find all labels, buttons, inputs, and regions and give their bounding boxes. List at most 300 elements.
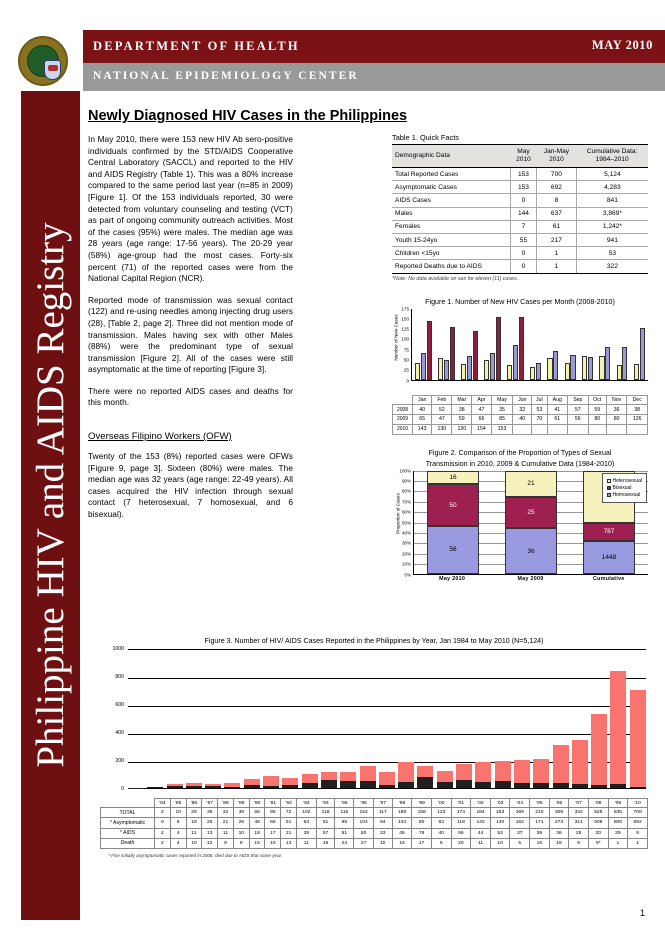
paragraph-2: Reported mode of transmission was sexual contact (122) and re-using needles among injecting drug users (28), [Table 2, page 2]. Three did not mention mode of transmission. Males having sex with other Males (88%) were the predominant type of sexual transmission [Figure 2]. All of the cases were still asymptomatic at the time of reporting [Figure 3]. <box>88 294 293 375</box>
table-cell: 61 <box>316 818 335 828</box>
bar-segment-aids <box>630 787 646 788</box>
table-cell: 140 <box>490 818 510 828</box>
table-cell: 154 <box>354 808 374 818</box>
bar <box>519 317 524 379</box>
table-cell: 117 <box>373 808 392 818</box>
table-cell: 171 <box>530 818 550 828</box>
axis-tick: 70% <box>401 499 411 505</box>
axis-tick: 90% <box>401 478 411 484</box>
bar <box>570 355 575 380</box>
bar <box>450 327 455 380</box>
axis-tick: 200 <box>115 758 124 764</box>
table-cell: 189 <box>392 808 412 818</box>
table-cell: 8 <box>537 194 577 207</box>
table-cell: 39 <box>530 828 550 838</box>
stacked-bar <box>427 471 479 574</box>
bar <box>565 363 570 380</box>
table-cell: 47 <box>472 405 491 415</box>
stacked-bar <box>553 745 569 788</box>
paragraph-1: In May 2010, there were 153 new HIV Ab sero-positive individuals confirmed by the STD/AIDS Cooperative Central Laboratory (SACCL) and reported to the HIV and AIDS Registry (Table 1). This was a 80% increase compared to the same period last year (n=85 in 2009) [Figure 1]. Of the 153 individuals reported, 30 were detected from voluntary counseling and testing (VCT) as part of ongoing community outreach activities. Most of the cases (95%) were males. The median age was 28 years (age range: 17-56 years). The 20-29 year (58%) age-group had the most cases. Forty-six percent (71) of the reported cases were from the National Capital Region (NCR). <box>88 134 293 284</box>
bar <box>640 328 645 379</box>
table-cell <box>547 424 568 434</box>
table-cell: 1,242* <box>576 220 648 233</box>
table-cell: 66 <box>472 415 491 425</box>
table-cell: 20 <box>588 828 608 838</box>
year-header: '10 <box>628 799 648 808</box>
bar-group <box>599 309 610 380</box>
figure1-table-row <box>393 405 648 415</box>
table-cell: 941 <box>576 233 648 246</box>
bar-group <box>438 309 455 380</box>
table-cell: 47 <box>432 415 452 425</box>
figure1-ylabel: Number of New Cases <box>393 313 399 361</box>
figure3-caption: Figure 3. Number of HIV/ AIDS Cases Reported in the Philippines by Year, Jan 1984 to May 2010 (N=5,124) <box>204 637 544 645</box>
bar <box>588 357 593 380</box>
table-row-label: Asymptomatic Cases <box>392 181 510 194</box>
axis-tick: 30% <box>401 540 411 546</box>
table-cell: 102 <box>297 808 317 818</box>
bar <box>490 353 495 380</box>
stacked-bar <box>321 772 337 789</box>
stacked-bar <box>437 771 453 788</box>
table-cell: 118 <box>316 808 335 818</box>
table-cell: 51 <box>281 818 297 828</box>
table-cell: 104 <box>354 818 374 828</box>
stacked-bar <box>167 784 183 788</box>
bar-group <box>582 309 593 380</box>
axis-tick: 25 <box>403 367 409 373</box>
year-header: '98 <box>392 799 412 808</box>
bar-segment-aids <box>591 785 607 788</box>
bar-group <box>617 309 628 380</box>
table-cell: 65 <box>335 818 354 828</box>
table-cell: 143 <box>413 424 432 434</box>
table-cell: 174 <box>451 808 471 818</box>
table-cell: 153 <box>510 181 536 194</box>
table-cell: 23 <box>373 828 392 838</box>
figure3-table-row <box>101 838 648 848</box>
bar-segment-asymptomatic <box>591 714 607 785</box>
bar-segment-aids <box>398 782 414 788</box>
month-header: Apr <box>472 395 491 405</box>
table-cell: 57 <box>568 405 589 415</box>
year-header: '05 <box>530 799 550 808</box>
bar <box>415 363 420 379</box>
bar <box>484 360 489 379</box>
bar-segment-aids <box>533 783 549 788</box>
table-cell: 1 <box>537 247 577 260</box>
legend-item <box>607 478 642 484</box>
table1-col-header: May 2010 <box>510 145 536 168</box>
bar-segment-asymptomatic <box>610 671 626 784</box>
table-cell: 61 <box>537 220 577 233</box>
bar-segment-aids <box>263 786 279 788</box>
table-cell: 273 <box>549 818 569 828</box>
table-cell: 37 <box>510 828 530 838</box>
gridline <box>128 734 646 735</box>
table-cell: 5 <box>510 838 530 848</box>
bar <box>547 358 552 380</box>
axis-tick: 100 <box>401 336 409 342</box>
figure1-data-table <box>392 395 648 435</box>
bar-segment-asymptomatic <box>456 764 472 781</box>
stacked-bar <box>205 784 221 788</box>
table-cell: 15 <box>249 838 265 848</box>
stacked-bar <box>630 690 646 788</box>
bar <box>530 367 535 380</box>
page-title: Newly Diagnosed HIV Cases in the Philippines <box>88 108 408 124</box>
table-cell: 16 <box>530 838 550 848</box>
table-cell: 36 <box>549 828 569 838</box>
stacked-bar <box>514 760 530 788</box>
figure3-y-axis <box>100 646 126 792</box>
table-cell: 64 <box>297 818 317 828</box>
axis-tick: 60% <box>401 509 411 515</box>
year-header: '07 <box>569 799 589 808</box>
bar-segment-aids <box>167 786 183 788</box>
figure-2 <box>392 449 648 593</box>
table-cell: 508 <box>588 818 608 828</box>
table-cell: 0 <box>155 818 171 828</box>
table-cell: 56 <box>568 415 589 425</box>
bar <box>622 347 627 379</box>
bar-segment-asymptomatic <box>495 761 511 781</box>
stacked-bar <box>244 779 260 788</box>
axis-tick: 75 <box>403 347 409 353</box>
bar <box>473 331 478 380</box>
bar-segment-aids <box>417 777 433 788</box>
bar-segment-aids <box>302 783 318 788</box>
table-cell: 11 <box>218 828 234 838</box>
bar-segment-asymptomatic <box>630 690 646 787</box>
bar-segment-asymptomatic <box>398 762 414 782</box>
table-cell: 11 <box>297 838 317 848</box>
axis-tick: 0 <box>121 786 124 792</box>
gridline <box>128 678 646 679</box>
bar-segment-aids <box>456 780 472 788</box>
table-cell: 78 <box>412 828 432 838</box>
table-header-row <box>392 145 648 168</box>
table-cell: 20 <box>451 838 471 848</box>
table-cell: 3,869* <box>576 207 648 220</box>
table-cell: 68 <box>265 818 281 828</box>
axis-tick: 150 <box>401 316 409 322</box>
table-cell: 53 <box>532 405 547 415</box>
table-row-label: Total Reported Cases <box>392 168 510 181</box>
table-cell: 4,283 <box>576 181 648 194</box>
bar-segment-asymptomatic <box>379 772 395 785</box>
table-cell: 12 <box>202 838 218 848</box>
table-cell: 10 <box>373 838 392 848</box>
table-cell: 24 <box>335 838 354 848</box>
side-banner <box>21 91 80 920</box>
bar-segment: 36 <box>505 528 557 573</box>
table-cell: 8 <box>569 838 589 848</box>
table-cell: 38 <box>627 405 648 415</box>
table-cell: 6 <box>170 818 186 828</box>
bar-segment: 16 <box>427 471 479 485</box>
table-cell: 9 <box>218 838 234 848</box>
bar-segment: 25 <box>505 497 557 528</box>
year-header: '92 <box>281 799 297 808</box>
table-cell: 38 <box>202 808 218 818</box>
table-cell: 25 <box>202 818 218 828</box>
bar-segment-asymptomatic <box>263 776 279 786</box>
table-cell: 19 <box>316 838 335 848</box>
bar-segment-asymptomatic <box>321 772 337 781</box>
axis-tick: 125 <box>401 326 409 332</box>
month-header: Jan <box>413 395 432 405</box>
bar-segment-aids <box>224 787 240 788</box>
table-cell: 44 <box>471 828 491 838</box>
table-cell <box>606 424 627 434</box>
axis-tick: 1000 <box>112 646 124 652</box>
stacked-bar <box>379 772 395 788</box>
month-header: Dec <box>627 395 648 405</box>
paragraph-4: Twenty of the 153 (8%) reported cases were OFWs [Figure 9, page 3]. Sixteen (80%) were males. The median age was 32 years (age range: 22-49 years). All cases acquired the HIV infection through sexual contact (7 heterosexual, 7 homosexual, and 6 bisexual). <box>88 451 293 520</box>
month-header: Feb <box>432 395 452 405</box>
month-header: Nov <box>606 395 627 405</box>
table-cell: 38 <box>297 828 317 838</box>
axis-tick: 10% <box>401 561 411 567</box>
bar-group <box>461 309 478 380</box>
table-cell: 130 <box>432 424 452 434</box>
table-row-label: Reported Deaths due to AIDS <box>392 260 510 273</box>
legend-item <box>607 485 642 491</box>
bar <box>513 345 518 379</box>
figure3-data-table <box>100 798 648 849</box>
category-label: May 2009 <box>517 575 544 582</box>
table-row-label: Males <box>392 207 510 220</box>
table-cell: 18 <box>249 828 265 838</box>
figure2-y-axis <box>392 468 412 578</box>
year-header: '85 <box>170 799 186 808</box>
table-cell: 217 <box>537 233 577 246</box>
bar-group <box>507 309 524 380</box>
bar-group <box>415 309 432 380</box>
page-header <box>0 0 665 100</box>
table-cell: 13 <box>202 828 218 838</box>
bar <box>444 360 449 379</box>
table-cell: 48 <box>249 818 265 828</box>
bar-segment-aids <box>610 784 626 788</box>
bar-group <box>484 309 501 380</box>
table-cell: 21 <box>218 818 234 828</box>
center-title: NATIONAL EPIDEMIOLOGY CENTER <box>93 70 359 82</box>
table1-caption: Table 1. Quick Facts <box>392 133 459 142</box>
year-header: '94 <box>316 799 335 808</box>
table-cell: 144 <box>510 207 536 220</box>
bar-segment-aids <box>360 781 376 788</box>
figure3-table-row <box>101 818 648 828</box>
table-cell: 692 <box>628 818 648 828</box>
figure3-note: * Five initially asymptomatic cases reported in 2008, died due to AIDS that same year. <box>108 852 283 858</box>
year-header: '99 <box>412 799 432 808</box>
table-cell: 4 <box>170 838 186 848</box>
table-cell: 94 <box>373 818 392 828</box>
stacked-bar <box>505 471 557 574</box>
axis-tick: 175 <box>401 306 409 311</box>
table-cell: 637 <box>537 207 577 220</box>
table-cell: 2 <box>155 838 171 848</box>
bar-segment-asymptomatic <box>417 766 433 777</box>
year-header: '87 <box>202 799 218 808</box>
table-cell: 53 <box>576 247 648 260</box>
table1-col-header: Cumulative Data: 1984–2010 <box>576 145 648 168</box>
bar-segment-aids <box>340 781 356 788</box>
year-header: '90 <box>249 799 265 808</box>
bar <box>421 353 426 379</box>
legend-swatch <box>607 486 611 490</box>
axis-tick: 50% <box>401 520 411 526</box>
year-header: '86 <box>186 799 202 808</box>
table-cell: 29 <box>233 818 249 828</box>
department-title: DEPARTMENT OF HEALTH <box>93 39 300 53</box>
table-cell: 28 <box>569 828 589 838</box>
year-header: '09 <box>608 799 628 808</box>
table-cell: 40 <box>431 828 451 838</box>
table-cell: 10 <box>170 808 186 818</box>
bar-segment-asymptomatic <box>514 760 530 783</box>
registry-banner-text: Philippine HIV and AIDS Registry <box>29 222 72 768</box>
figure1-table-row <box>393 415 648 425</box>
table-cell: 80 <box>588 415 606 425</box>
table-cell: 32 <box>513 405 532 415</box>
stacked-bar <box>302 774 318 788</box>
bar <box>467 356 472 380</box>
year-header: '91 <box>265 799 281 808</box>
year-label: 2010 <box>393 424 413 434</box>
bar-group <box>565 309 576 380</box>
year-header: '06 <box>549 799 569 808</box>
year-header: '04 <box>510 799 530 808</box>
table-cell: 80 <box>606 415 627 425</box>
table-row <box>392 181 648 194</box>
figure3-table-header <box>101 799 648 808</box>
table-cell <box>513 424 532 434</box>
table-cell: 835 <box>608 808 628 818</box>
table-cell: 17 <box>265 828 281 838</box>
table-cell: 13 <box>281 838 297 848</box>
stacked-bar <box>282 778 298 788</box>
bar <box>461 364 466 379</box>
stacked-bar <box>456 764 472 788</box>
stacked-bar <box>610 671 626 788</box>
table-cell: 10 <box>233 828 249 838</box>
table-cell: 41 <box>547 405 568 415</box>
bar-group <box>547 309 558 380</box>
stacked-bar <box>572 740 588 788</box>
table-cell: 9 <box>431 838 451 848</box>
table1-note: *Note: No data available on sex for eleven (11) cases. <box>392 275 519 282</box>
axis-tick: 100% <box>399 468 411 474</box>
figure2-x-axis <box>413 576 648 582</box>
bar-segment-asymptomatic <box>340 772 356 781</box>
year-header: '00 <box>431 799 451 808</box>
table-cell <box>588 424 606 434</box>
year-header: '89 <box>233 799 249 808</box>
table-cell: 29 <box>186 808 202 818</box>
table-cell: 70 <box>532 415 547 425</box>
table-cell: 35 <box>491 405 513 415</box>
bar-segment-asymptomatic <box>553 745 569 783</box>
row-label: * Asymptomatic <box>101 818 155 828</box>
axis-tick: 20% <box>401 551 411 557</box>
stacked-bar <box>417 766 433 788</box>
table-cell: 140 <box>471 818 491 828</box>
bar-segment-asymptomatic <box>475 762 491 782</box>
category-label: Cumulative <box>593 575 625 582</box>
year-header: '96 <box>354 799 374 808</box>
bar-segment-aids <box>572 784 588 788</box>
bar-group <box>530 309 541 380</box>
month-header: Jul <box>532 395 547 405</box>
table-cell: 8 <box>628 828 648 838</box>
table-cell: 0 <box>510 194 536 207</box>
table-cell: 5,124 <box>576 168 648 181</box>
table-cell: 120 <box>452 424 472 434</box>
bar-segment-aids <box>379 785 395 788</box>
table-row <box>392 220 648 233</box>
year-header: '03 <box>490 799 510 808</box>
table-cell: 0 <box>510 260 536 273</box>
right-column <box>392 133 648 593</box>
table-cell: 85 <box>491 415 513 425</box>
table-row-label: Children <15yo <box>392 247 510 260</box>
year-header: '97 <box>373 799 392 808</box>
table-cell: 126 <box>627 415 648 425</box>
table-cell: 314 <box>569 818 589 828</box>
table-cell: 18 <box>549 838 569 848</box>
figure1-table-header <box>393 395 648 405</box>
table-cell: 2 <box>155 828 171 838</box>
bar <box>438 358 443 379</box>
bar-segment-aids <box>514 783 530 788</box>
figure2-caption-line2: Transmission in 2010, 2009 & Cumulative Data (1984-2010) <box>425 459 615 468</box>
bar-segment: 787 <box>583 523 635 541</box>
table-cell: 153 <box>491 424 513 434</box>
stacked-bar <box>147 787 163 788</box>
bar-segment: 56 <box>427 526 479 573</box>
table-cell <box>627 424 648 434</box>
table-cell: 80 <box>412 818 432 828</box>
bar <box>496 317 501 379</box>
bar <box>507 365 512 379</box>
paragraph-3: There were no reported AIDS cases and deaths for this month. <box>88 385 293 408</box>
table-cell: 40 <box>513 415 532 425</box>
table-cell: 322 <box>576 260 648 273</box>
figure2-ylabel: Proportion of Cases <box>395 492 401 534</box>
table-row <box>392 260 648 273</box>
table-cell: 4 <box>170 828 186 838</box>
table-cell: 116 <box>335 808 354 818</box>
bar-segment-asymptomatic <box>302 774 318 783</box>
department-banner <box>83 30 665 63</box>
stacked-bar <box>398 762 414 788</box>
row-label: * AIDS <box>101 828 155 838</box>
table-cell: 17 <box>412 838 432 848</box>
bar-segment-asymptomatic <box>360 766 376 781</box>
table-cell: 55 <box>510 233 536 246</box>
table-row-label: Females <box>392 220 510 233</box>
table-cell: 51 <box>335 828 354 838</box>
table-cell: 83 <box>431 818 451 828</box>
table-cell: 52 <box>432 405 452 415</box>
bar-segment-asymptomatic <box>282 778 298 785</box>
year-label: 2009 <box>393 415 413 425</box>
table-cell: 153 <box>510 168 536 181</box>
table-cell: 118 <box>451 818 471 828</box>
